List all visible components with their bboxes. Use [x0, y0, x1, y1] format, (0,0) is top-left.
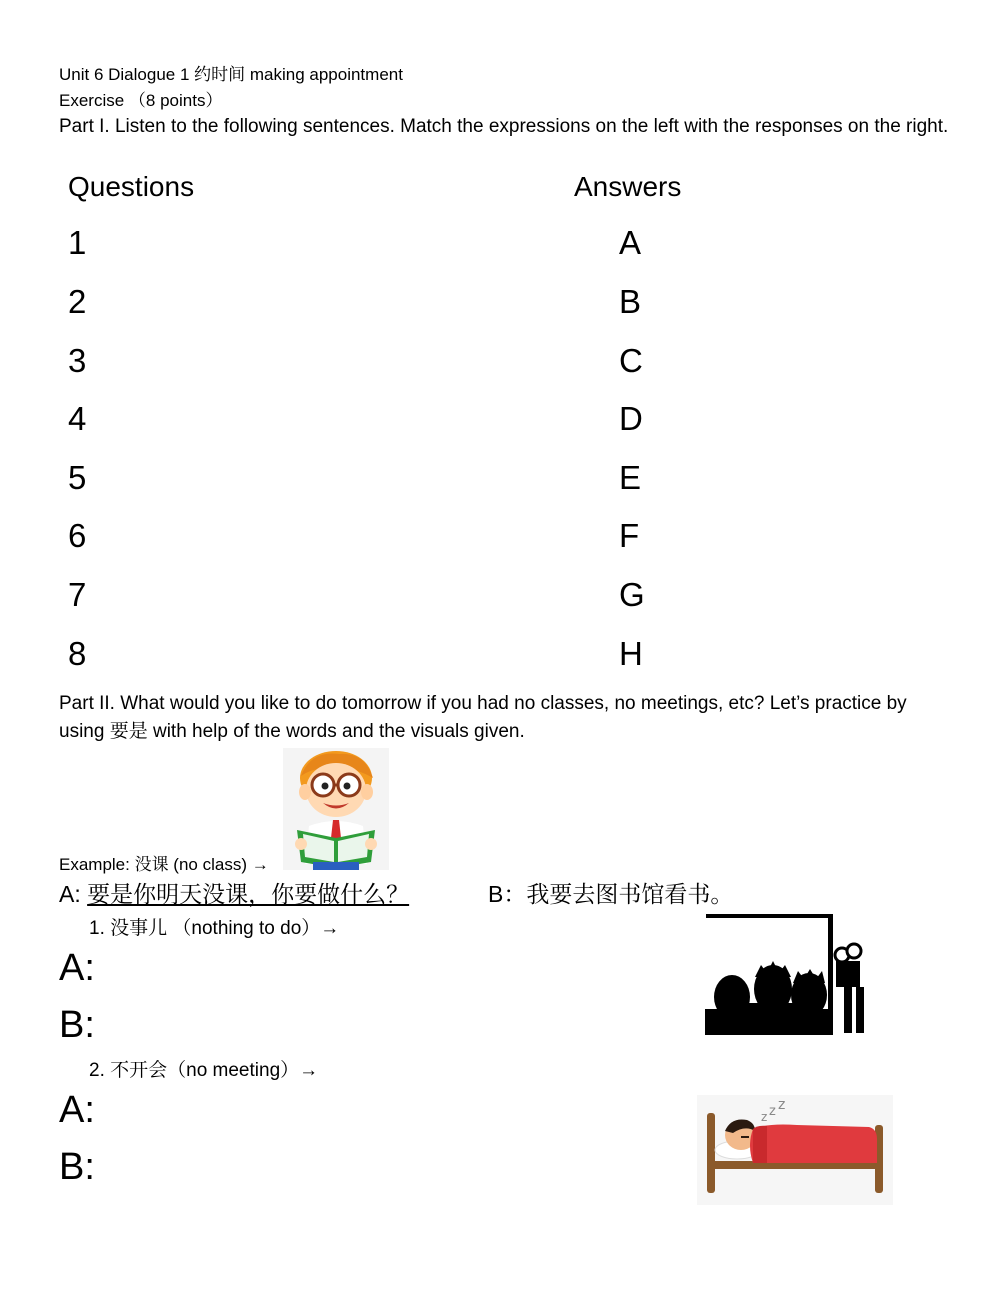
item2-b-label: B:: [59, 1146, 95, 1188]
question-number: 4: [68, 400, 87, 437]
boy-reading-book-icon: [283, 748, 389, 870]
item2-prompt: 2. 不开会（no meeting）→: [89, 1060, 319, 1081]
answer-letter: H: [619, 635, 643, 672]
svg-text:z: z: [778, 1097, 786, 1113]
question-number: 1: [68, 224, 87, 261]
part1-instruction: Part I. Listen to the following sentences. Match the expressions on the left with the responses on the right.: [59, 116, 949, 137]
exercise-label: Exercise （8 points）: [59, 91, 223, 110]
answer-letter: F: [619, 517, 640, 554]
item2-a-label: A:: [59, 1089, 95, 1131]
example-a-label: A:: [59, 881, 88, 907]
svg-text:z: z: [761, 1110, 768, 1124]
question-number: 7: [68, 576, 87, 613]
question-number: 2: [68, 283, 87, 320]
answer-letter: G: [619, 576, 645, 613]
answer-letter: B: [619, 283, 642, 320]
answer-letter: A: [619, 224, 642, 261]
question-number: 3: [68, 342, 87, 379]
question-number: 8: [68, 635, 87, 672]
svg-text:z: z: [769, 1104, 776, 1119]
answer-letter: E: [619, 459, 642, 496]
example-question: [59, 876, 409, 909]
answers-header: Answers: [574, 171, 682, 202]
sleeping-in-bed-icon: [697, 1095, 893, 1205]
item1-a-label: A:: [59, 947, 95, 989]
part2-instruction: Part II. What would you like to do tomorrow if you had no classes, no meetings, etc? Let’s practice by using 要是 with help of the words and the visuals given.: [59, 693, 907, 742]
example-answer: B：我要去图书馆看书。: [488, 881, 734, 907]
question-number: 5: [68, 459, 87, 496]
answer-letter: D: [619, 400, 643, 437]
movie-audience-icon: [705, 913, 867, 1035]
question-number: 6: [68, 517, 87, 554]
questions-header: Questions: [68, 171, 195, 202]
example-label: Example: 没课 (no class) →: [59, 855, 269, 874]
worksheet-title: Unit 6 Dialogue 1 约时间 making appointment: [59, 65, 403, 84]
item1-b-label: B:: [59, 1004, 95, 1046]
item1-prompt: 1. 没事儿 （nothing to do）→: [89, 918, 340, 939]
example-a-text: 要是你明天没课，你要做什么？: [87, 881, 410, 907]
answer-letter: C: [619, 342, 643, 379]
